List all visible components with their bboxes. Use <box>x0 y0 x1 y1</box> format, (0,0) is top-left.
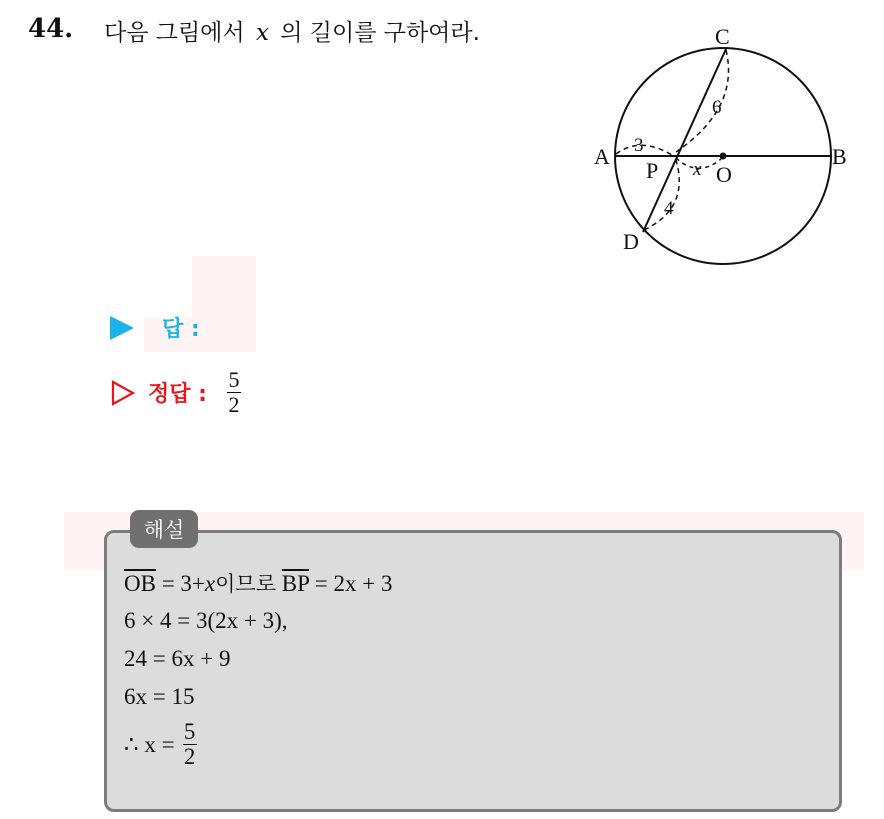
label-o: O <box>716 162 732 187</box>
correct-answer-value <box>227 368 241 417</box>
solution-line-3: 24 = 6x + 9 <box>124 646 231 671</box>
solution-tab: 해설 <box>130 510 198 548</box>
bp-equation: = 2x + 3 <box>309 571 393 596</box>
fraction-numerator: 5 <box>183 719 196 744</box>
segment-ob: $\overline{OB}$ <box>124 571 156 596</box>
label-a: A <box>594 144 610 169</box>
fraction-numerator: 5 <box>228 367 240 392</box>
fraction-denominator: 2 <box>183 744 196 769</box>
play-triangle-icon <box>110 316 134 340</box>
question-number: 44. <box>28 14 74 44</box>
chord-cd <box>643 49 726 232</box>
answer-label: 답 : <box>162 317 200 342</box>
solution-line-2: 6 × 4 = 3(2x + 3), <box>124 608 288 633</box>
korean-connector: 이므로 <box>215 572 276 596</box>
solution-line-4: 6x = 15 <box>124 684 195 709</box>
correct-answer-label: 정답 : <box>148 382 207 407</box>
question-text <box>104 14 480 47</box>
center-point-o <box>720 153 727 160</box>
segment-bp: $\overline{BP}$ <box>281 571 310 596</box>
solution-fraction <box>183 720 197 769</box>
solution-line-5 <box>124 720 197 769</box>
segment-pd-length: 4 <box>664 198 674 219</box>
label-p: P <box>646 158 659 183</box>
segment-po-length: x <box>693 159 702 180</box>
correct-answer-row <box>110 368 241 417</box>
answer-row <box>110 312 200 343</box>
faded-block <box>192 256 256 352</box>
question-text-before: 다음 그림에서 <box>104 20 245 46</box>
outline-triangle-icon <box>110 380 136 406</box>
segment-ap-length: 3 <box>634 135 644 156</box>
solution-line-1 <box>124 568 392 598</box>
therefore-expression: ∴ x = <box>124 731 175 757</box>
label-c: C <box>715 24 730 49</box>
label-b: B <box>832 144 847 169</box>
fraction-denominator: 2 <box>228 392 240 417</box>
ob-equation: = 3+ <box>155 571 205 596</box>
circle-figure <box>578 18 868 280</box>
segment-pc-length: 6 <box>712 97 722 118</box>
question-text-after: 의 길이를 구하여라. <box>280 20 480 46</box>
question-variable: x <box>255 20 269 46</box>
label-d: D <box>623 229 639 254</box>
variable-x: x <box>204 571 216 596</box>
brace-ap <box>616 145 672 155</box>
